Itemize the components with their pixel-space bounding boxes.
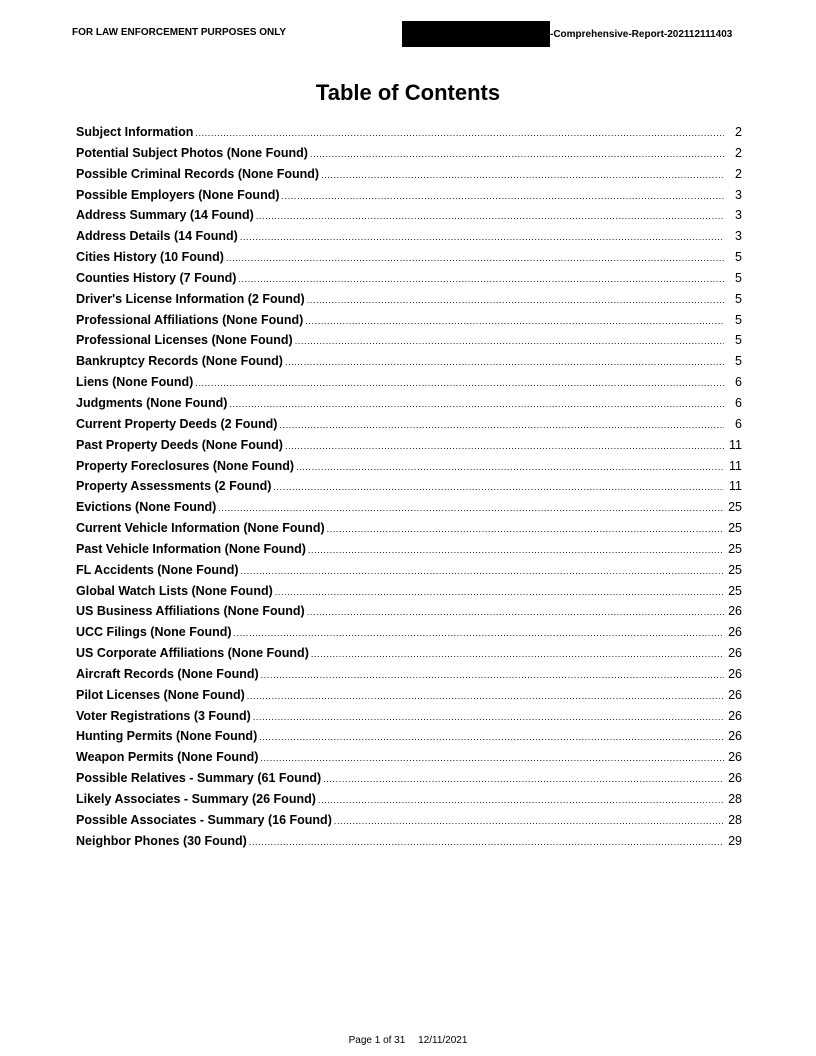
toc-entry-label[interactable]: Past Vehicle Information (None Found) [76, 541, 306, 556]
toc-entry-page-number[interactable]: 11 [729, 458, 742, 473]
toc-entry[interactable] [76, 333, 742, 354]
toc-entry[interactable] [76, 188, 742, 209]
toc-entry-label[interactable]: Address Details (14 Found) [76, 229, 238, 244]
toc-entry-label[interactable]: Pilot Licenses (None Found) [76, 687, 245, 702]
toc-entry[interactable] [76, 354, 742, 375]
toc-dot-leader [260, 753, 724, 763]
toc-entry-label[interactable]: Professional Affiliations (None Found) [76, 312, 304, 327]
table-of-contents [76, 125, 742, 855]
toc-entry[interactable] [76, 604, 742, 625]
toc-dot-leader [285, 441, 724, 451]
toc-dot-leader [305, 316, 724, 326]
toc-dot-leader [334, 816, 724, 826]
toc-entry-label[interactable]: Hunting Permits (None Found) [76, 729, 258, 744]
page-footer [0, 1035, 816, 1046]
toc-entry-label[interactable]: FL Accidents (None Found) [76, 562, 239, 577]
toc-entry-label[interactable]: Judgments (None Found) [76, 395, 228, 410]
toc-entry[interactable] [76, 542, 742, 563]
toc-entry-page-number[interactable]: 5 [735, 250, 742, 265]
toc-dot-leader [310, 149, 724, 159]
toc-entry-label[interactable]: Likely Associates - Summary (26 Found) [76, 792, 316, 806]
toc-dot-leader [323, 774, 724, 784]
header-classification: FOR LAW ENFORCEMENT PURPOSES ONLY [72, 27, 287, 38]
toc-entry[interactable] [76, 500, 742, 521]
toc-dot-leader [253, 712, 724, 722]
toc-dot-leader [295, 336, 724, 346]
toc-entry-page-number[interactable]: 11 [729, 479, 742, 494]
toc-entry-page-number[interactable]: 29 [728, 833, 742, 848]
toc-dot-leader [256, 211, 724, 221]
toc-entry-label[interactable]: Driver's License Information (2 Found) [76, 291, 305, 306]
toc-entry[interactable] [76, 459, 742, 480]
toc-entry-label[interactable]: Aircraft Records (None Found) [76, 666, 259, 681]
toc-entry-page-number[interactable]: 28 [728, 812, 742, 827]
toc-entry-page-number[interactable]: 25 [728, 521, 742, 536]
toc-entry[interactable] [76, 521, 742, 542]
toc-entry-page-number[interactable]: 6 [735, 395, 742, 410]
toc-entry-label[interactable]: Current Property Deeds (2 Found) [76, 416, 278, 431]
toc-entry[interactable] [76, 709, 742, 730]
toc-dot-leader [308, 545, 724, 555]
toc-dot-leader [318, 795, 724, 805]
toc-entry-page-number[interactable]: 26 [728, 666, 742, 681]
toc-dot-leader [296, 462, 724, 472]
toc-entry[interactable] [76, 271, 742, 292]
toc-entry-label[interactable]: Liens (None Found) [76, 375, 194, 390]
toc-entry-page-number[interactable]: 26 [728, 750, 742, 765]
toc-entry[interactable] [76, 250, 742, 271]
toc-entry-label[interactable]: Professional Licenses (None Found) [76, 333, 293, 348]
toc-dot-leader [259, 732, 724, 742]
toc-entry-label[interactable]: Possible Criminal Records (None Found) [76, 166, 320, 181]
toc-entry-label[interactable]: Address Summary (14 Found) [76, 208, 254, 223]
toc-entry-label[interactable]: Possible Employers (None Found) [76, 187, 280, 202]
toc-entry[interactable] [76, 625, 742, 646]
toc-entry-label[interactable]: Voter Registrations (3 Found) [76, 708, 251, 723]
toc-entry[interactable] [76, 167, 742, 188]
toc-dot-leader [241, 566, 725, 576]
toc-entry[interactable] [76, 229, 742, 250]
toc-entry[interactable] [76, 375, 742, 396]
report-name-suffix: -Comprehensive-Report-202112111403 [550, 28, 733, 40]
toc-entry[interactable] [76, 125, 742, 146]
redaction-bar [402, 21, 550, 47]
toc-entry-label[interactable]: Property Assessments (2 Found) [76, 479, 272, 494]
toc-entry-page-number[interactable]: 26 [728, 708, 742, 723]
toc-entry[interactable] [76, 313, 742, 334]
toc-entry-label[interactable]: Current Vehicle Information (None Found) [76, 521, 325, 536]
toc-entry-label[interactable]: Weapon Permits (None Found) [76, 750, 259, 765]
toc-entry[interactable] [76, 584, 742, 605]
toc-dot-leader [249, 837, 724, 847]
toc-entry-page-number[interactable]: 11 [729, 437, 742, 452]
toc-dot-leader [226, 253, 724, 263]
toc-entry-label[interactable]: Possible Associates - Summary (16 Found) [76, 812, 332, 827]
toc-dot-leader [321, 170, 724, 180]
toc-entry-page-number[interactable]: 2 [735, 145, 742, 160]
toc-entry-label[interactable]: Past Property Deeds (None Found) [76, 437, 283, 452]
toc-entry-label[interactable]: US Corporate Affiliations (None Found) [76, 646, 309, 661]
toc-dot-leader [327, 524, 724, 534]
toc-entry-page-number[interactable]: 5 [735, 270, 742, 285]
toc-entry-page-number[interactable]: 26 [728, 729, 742, 744]
toc-entry-label[interactable]: Property Foreclosures (None Found) [76, 458, 295, 473]
toc-entry-page-number[interactable]: 28 [728, 792, 742, 806]
toc-dot-leader [234, 628, 724, 638]
toc-entry-page-number[interactable]: 25 [728, 583, 742, 598]
toc-entry-page-number[interactable]: 25 [728, 562, 742, 577]
toc-dot-leader [279, 420, 724, 430]
toc-dot-leader [229, 399, 724, 409]
toc-entry-page-number[interactable]: 26 [728, 646, 742, 661]
toc-dot-leader [307, 607, 724, 617]
toc-entry[interactable] [76, 646, 742, 667]
toc-entry-page-number[interactable]: 26 [728, 687, 742, 702]
toc-entry[interactable] [76, 729, 742, 750]
toc-entry-page-number[interactable]: 3 [735, 208, 742, 223]
footer-date: 12/11/2021 [418, 1035, 468, 1046]
toc-entry-label[interactable]: Bankruptcy Records (None Found) [76, 354, 283, 369]
toc-entry-label[interactable]: Cities History (10 Found) [76, 250, 224, 265]
toc-dot-leader [311, 649, 724, 659]
toc-entry-page-number[interactable]: 25 [728, 500, 742, 515]
toc-entry-label[interactable]: Counties History (7 Found) [76, 270, 237, 285]
toc-entry-page-number[interactable]: 2 [735, 125, 742, 139]
toc-dot-leader [285, 357, 724, 367]
toc-entry-label[interactable]: Subject Information [76, 125, 194, 139]
toc-entry-page-number[interactable]: 5 [735, 354, 742, 369]
toc-entry[interactable] [76, 750, 742, 771]
toc-entry[interactable] [76, 417, 742, 438]
toc-entry[interactable] [76, 208, 742, 229]
page-title: Table of Contents [315, 80, 501, 105]
toc-dot-leader [247, 691, 724, 701]
toc-entry[interactable] [76, 146, 742, 167]
toc-entry-page-number[interactable]: 2 [735, 166, 742, 181]
toc-entry-page-number[interactable]: 6 [735, 416, 742, 431]
header-report-name [402, 21, 732, 47]
toc-dot-leader [195, 128, 724, 138]
toc-dot-leader [307, 295, 724, 305]
toc-entry-label[interactable]: Potential Subject Photos (None Found) [76, 145, 308, 160]
toc-entry-label[interactable]: Evictions (None Found) [76, 500, 217, 515]
toc-dot-leader [195, 378, 724, 388]
toc-dot-leader [218, 503, 724, 513]
toc-entry[interactable] [76, 396, 742, 417]
toc-entry[interactable] [76, 667, 742, 688]
toc-dot-leader [261, 670, 724, 680]
toc-entry-page-number[interactable]: 5 [735, 312, 742, 327]
toc-entry[interactable] [76, 813, 742, 834]
toc-entry[interactable] [76, 479, 742, 500]
toc-entry[interactable] [76, 563, 742, 584]
toc-entry[interactable] [76, 292, 742, 313]
toc-entry-page-number[interactable]: 5 [735, 291, 742, 306]
toc-entry-page-number[interactable]: 26 [728, 771, 742, 786]
toc-entry-page-number[interactable]: 25 [728, 541, 742, 556]
toc-entry-page-number[interactable]: 3 [735, 187, 742, 202]
toc-dot-leader [240, 232, 724, 242]
toc-entry[interactable] [76, 792, 742, 813]
toc-entry-page-number[interactable]: 5 [735, 333, 742, 348]
toc-entry-page-number[interactable]: 6 [735, 375, 742, 390]
toc-dot-leader [273, 482, 724, 492]
footer-page-info: Page 1 of 31 [348, 1035, 406, 1046]
toc-entry[interactable] [76, 771, 742, 792]
toc-entry-label[interactable]: UCC Filings (None Found) [76, 625, 232, 640]
toc-entry-page-number[interactable]: 26 [728, 604, 742, 619]
toc-entry-page-number[interactable]: 3 [735, 229, 742, 244]
toc-dot-leader [238, 274, 724, 284]
toc-entry-label[interactable]: Neighbor Phones (30 Found) [76, 833, 247, 848]
toc-dot-leader [275, 587, 724, 597]
toc-entry-label[interactable]: US Business Affiliations (None Found) [76, 604, 305, 619]
toc-entry[interactable] [76, 834, 742, 855]
toc-entry[interactable] [76, 688, 742, 709]
toc-dot-leader [282, 191, 725, 201]
toc-entry[interactable] [76, 438, 742, 459]
toc-entry-page-number[interactable]: 26 [728, 625, 742, 640]
toc-entry-label[interactable]: Possible Relatives - Summary (61 Found) [76, 771, 322, 786]
toc-entry-label[interactable]: Global Watch Lists (None Found) [76, 583, 273, 598]
